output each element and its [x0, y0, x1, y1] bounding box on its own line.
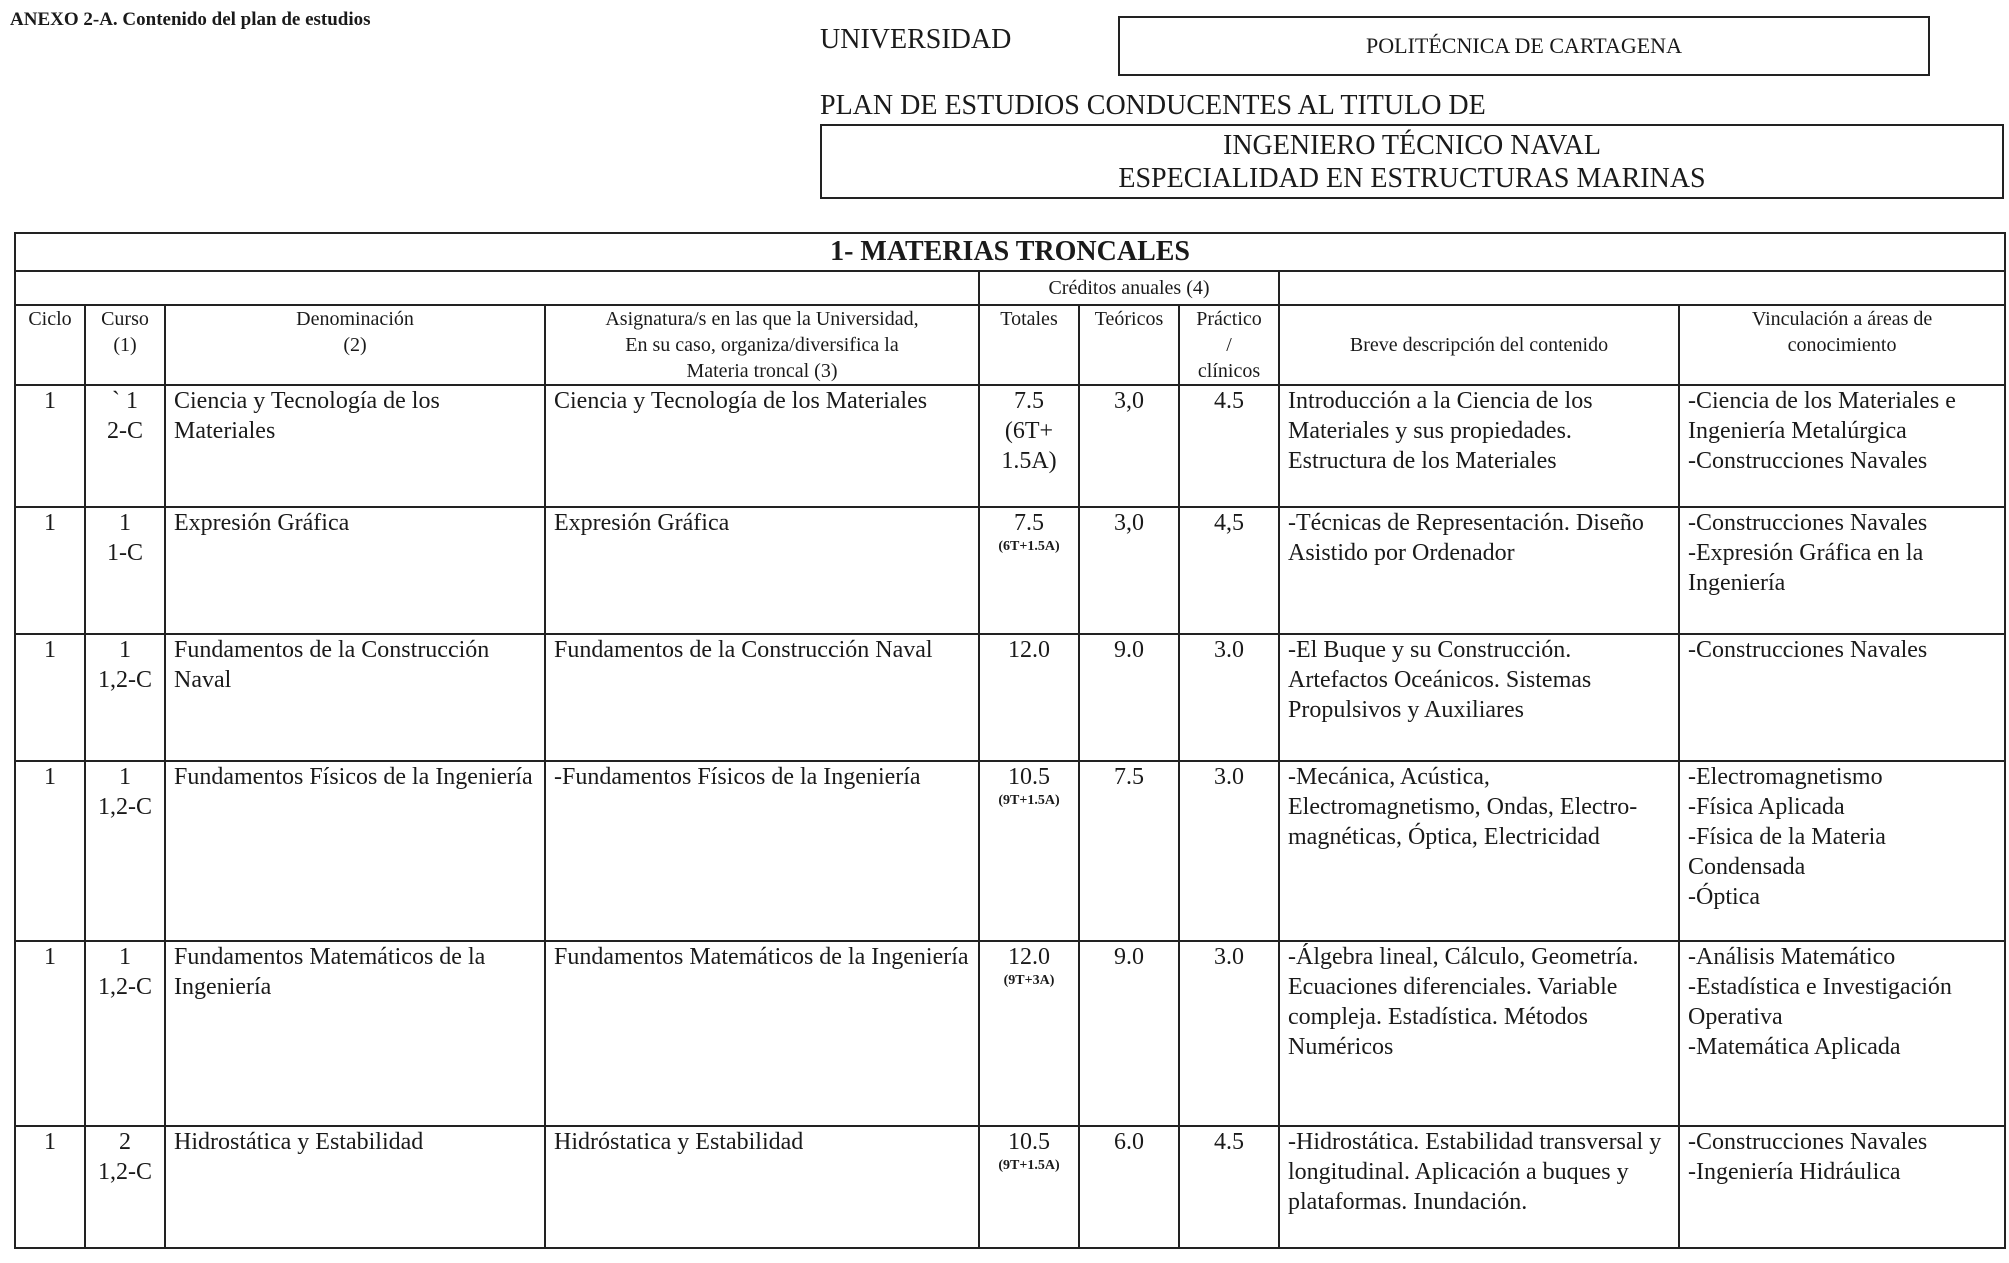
cell-teoricos: 6.0 — [1079, 1126, 1179, 1248]
cell-descripcion: -Álgebra lineal, Cálculo, Geometría. Ecuaciones diferenciales. Variable compleja. Estadística. Métodos Numéricos — [1279, 941, 1679, 1126]
table-row — [15, 941, 2005, 1126]
cell-denominacion: Hidrostática y Estabilidad — [165, 1126, 545, 1248]
cell-curso: 1 1,2-C — [85, 634, 165, 761]
cell-descripcion: Introducción a la Ciencia de los Materiales y sus propiedades. Estructura de los Materiales — [1279, 385, 1679, 507]
cell-curso: 1 1,2-C — [85, 761, 165, 941]
cell-totales: 7.5 (6T+1.5A) — [979, 507, 1079, 634]
cell-asignatura: Expresión Gráfica — [545, 507, 979, 634]
header-spacer-left — [15, 271, 979, 305]
cell-vinculacion: -Ciencia de los Materiales e Ingeniería Metalúrgica -Construcciones Navales — [1679, 385, 2005, 507]
cell-vinculacion: -Electromagnetismo -Física Aplicada -Física de la Materia Condensada -Óptica — [1679, 761, 2005, 941]
university-label: UNIVERSIDAD — [820, 24, 1012, 55]
cell-descripcion: -El Buque y su Construcción. Artefactos Oceánicos. Sistemas Propulsivos y Auxiliares — [1279, 634, 1679, 761]
cell-totales: 12.0 (9T+3A) — [979, 941, 1079, 1126]
table-row — [15, 507, 2005, 634]
cell-vinculacion: -Construcciones Navales -Ingeniería Hidráulica — [1679, 1126, 2005, 1248]
cell-teoricos: 3,0 — [1079, 385, 1179, 507]
cell-practicos: 3.0 — [1179, 634, 1279, 761]
cell-totales: 7.5 (6T+ 1.5A) — [979, 385, 1079, 507]
cell-asignatura: Ciencia y Tecnología de los Materiales — [545, 385, 979, 507]
plan-label: PLAN DE ESTUDIOS CONDUCENTES AL TITULO DE — [820, 90, 1486, 121]
cell-teoricos: 7.5 — [1079, 761, 1179, 941]
credits-group-header: Créditos anuales (4) — [979, 271, 1279, 305]
cell-descripcion: -Mecánica, Acústica, Electromagnetismo, Ondas, Electro-magnéticas, Óptica, Electricidad — [1279, 761, 1679, 941]
col-vinculacion: Vinculación a áreas de conocimiento — [1679, 305, 2005, 385]
cell-teoricos: 9.0 — [1079, 941, 1179, 1126]
col-curso: Curso (1) — [85, 305, 165, 385]
cell-practicos: 4.5 — [1179, 385, 1279, 507]
cell-teoricos: 9.0 — [1079, 634, 1179, 761]
cell-ciclo: 1 — [15, 634, 85, 761]
degree-line-2: ESPECIALIDAD EN ESTRUCTURAS MARINAS — [1118, 163, 1706, 194]
cell-denominacion: Fundamentos Matemáticos de la Ingeniería — [165, 941, 545, 1126]
header-spacer-right — [1279, 271, 2005, 305]
cell-practicos: 4,5 — [1179, 507, 1279, 634]
cell-denominacion: Fundamentos Físicos de la Ingeniería — [165, 761, 545, 941]
col-totales: Totales — [979, 305, 1079, 385]
cell-ciclo: 1 — [15, 507, 85, 634]
col-descripcion: Breve descripción del contenido — [1279, 305, 1679, 385]
cell-totales: 12.0 — [979, 634, 1079, 761]
cell-denominacion: Ciencia y Tecnología de los Materiales — [165, 385, 545, 507]
col-denominacion: Denominación (2) — [165, 305, 545, 385]
cell-vinculacion: -Análisis Matemático -Estadística e Investigación Operativa -Matemática Aplicada — [1679, 941, 2005, 1126]
annex-title: ANEXO 2-A. Contenido del plan de estudios — [10, 9, 371, 30]
cell-curso: 2 1,2-C — [85, 1126, 165, 1248]
col-ciclo: Ciclo — [15, 305, 85, 385]
cell-denominacion: Expresión Gráfica — [165, 507, 545, 634]
col-practicos: Práctico / clínicos — [1179, 305, 1279, 385]
cell-vinculacion: -Construcciones Navales -Expresión Gráfica en la Ingeniería — [1679, 507, 2005, 634]
table-row — [15, 1126, 2005, 1248]
cell-descripcion: -Técnicas de Representación. Diseño Asistido por Ordenador — [1279, 507, 1679, 634]
university-name: POLITÉCNICA DE CARTAGENA — [1366, 33, 1682, 58]
cell-practicos: 3.0 — [1179, 941, 1279, 1126]
cell-curso: 1 1,2-C — [85, 941, 165, 1126]
cell-totales: 10.5 (9T+1.5A) — [979, 761, 1079, 941]
col-asignatura: Asignatura/s en las que la Universidad, En su caso, organiza/diversifica la Materia troncal (3) — [545, 305, 979, 385]
cell-teoricos: 3,0 — [1079, 507, 1179, 634]
cell-ciclo: 1 — [15, 941, 85, 1126]
table-row — [15, 761, 2005, 941]
cell-ciclo: 1 — [15, 1126, 85, 1248]
cell-asignatura: Fundamentos Matemáticos de la Ingeniería — [545, 941, 979, 1126]
cell-curso: 1 1-C — [85, 507, 165, 634]
university-name-box — [1118, 16, 1930, 76]
cell-totales: 10.5 (9T+1.5A) — [979, 1126, 1079, 1248]
table-row — [15, 385, 2005, 507]
cell-vinculacion: -Construcciones Navales — [1679, 634, 2005, 761]
cell-descripcion: -Hidrostática. Estabilidad transversal y longitudinal. Aplicación a buques y plataformas. Inundación. — [1279, 1126, 1679, 1248]
table-row — [15, 634, 2005, 761]
cell-asignatura: Hidróstatica y Estabilidad — [545, 1126, 979, 1248]
degree-line-1: INGENIERO TÉCNICO NAVAL — [1223, 130, 1601, 161]
subjects-table — [14, 232, 2006, 1249]
degree-title-box — [820, 124, 2004, 199]
cell-practicos: 3.0 — [1179, 761, 1279, 941]
cell-ciclo: 1 — [15, 761, 85, 941]
table-banner: 1- MATERIAS TRONCALES — [15, 233, 2005, 271]
col-teoricos: Teóricos — [1079, 305, 1179, 385]
cell-ciclo: 1 — [15, 385, 85, 507]
cell-denominacion: Fundamentos de la Construcción Naval — [165, 634, 545, 761]
cell-practicos: 4.5 — [1179, 1126, 1279, 1248]
cell-asignatura: Fundamentos de la Construcción Naval — [545, 634, 979, 761]
cell-curso: ` 1 2-C — [85, 385, 165, 507]
cell-asignatura: -Fundamentos Físicos de la Ingeniería — [545, 761, 979, 941]
table-body — [15, 385, 2005, 1248]
